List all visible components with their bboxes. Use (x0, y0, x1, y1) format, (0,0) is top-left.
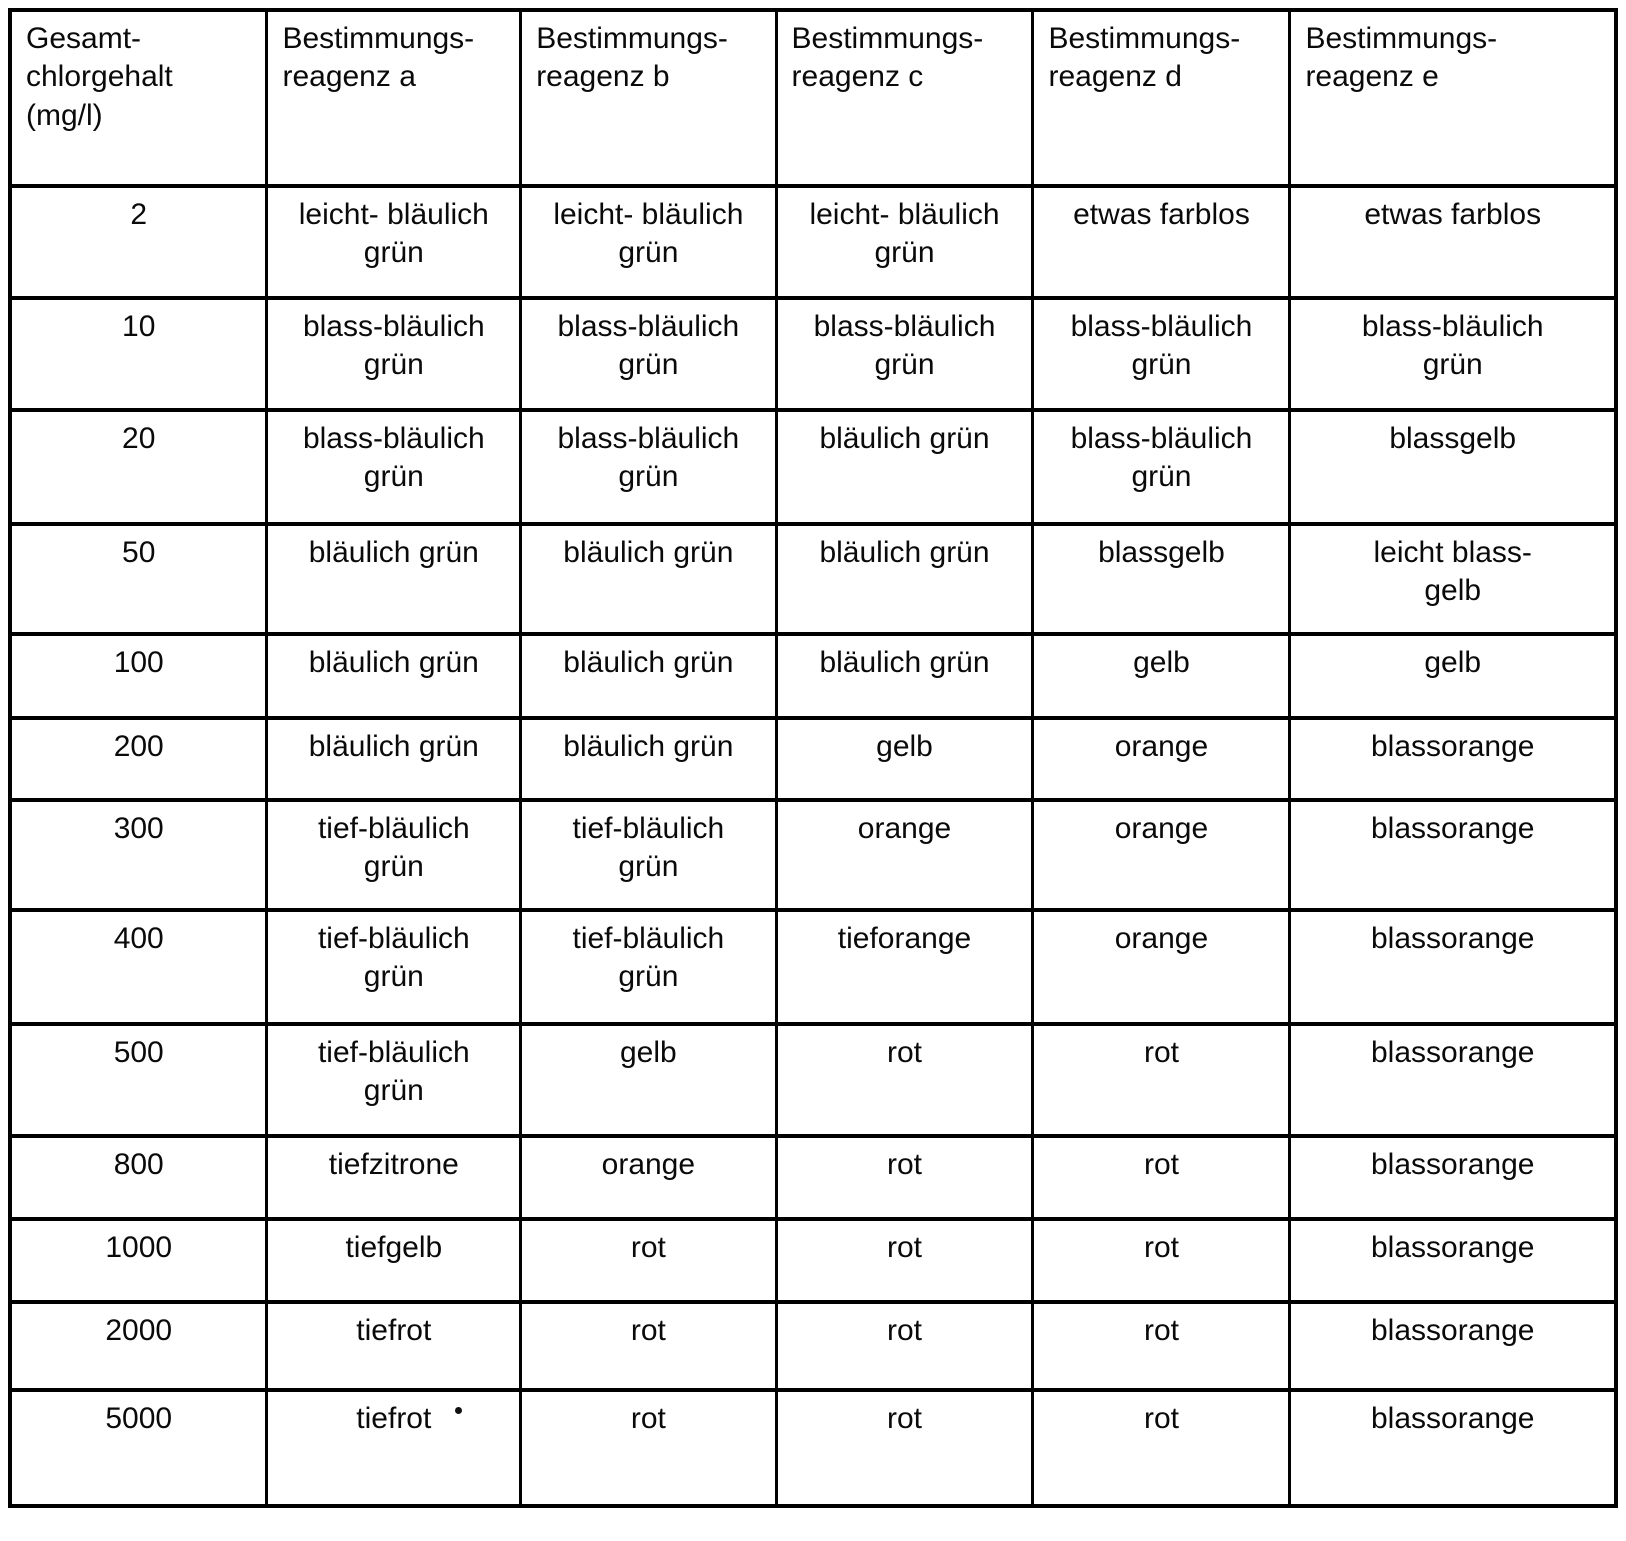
reaction-cell: tief-bläulich grün (267, 910, 521, 1024)
chlorine-value: 300 (10, 800, 267, 910)
table-row (10, 410, 1616, 524)
reaction-cell: bläulich grün (521, 718, 776, 800)
reaction-cell: blassorange (1290, 718, 1616, 800)
reaction-cell: blassgelb (1033, 524, 1290, 634)
column-header-reagenz-b: Bestimmungs- reagenz b (521, 10, 776, 186)
reaction-cell: blassorange (1290, 1136, 1616, 1219)
table-row (10, 910, 1616, 1024)
chlorine-value: 2000 (10, 1302, 267, 1390)
table-row (10, 1302, 1616, 1390)
table-row (10, 1024, 1616, 1136)
reaction-cell: gelb (521, 1024, 776, 1136)
reaction-cell: blass-bläulich grün (267, 298, 521, 410)
chlorine-value: 50 (10, 524, 267, 634)
reaction-cell: blass-bläulich grün (1033, 298, 1290, 410)
table-row (10, 1219, 1616, 1302)
reaction-cell: orange (776, 800, 1033, 910)
reaction-cell: rot (521, 1302, 776, 1390)
reaction-cell: tief-bläulich grün (267, 800, 521, 910)
chlorine-value: 400 (10, 910, 267, 1024)
reaction-cell: blassorange (1290, 1219, 1616, 1302)
reaction-cell: blass-bläulich grün (521, 410, 776, 524)
column-header-chlorgehalt: Gesamt- chlorgehalt (mg/l) (10, 10, 267, 186)
reaction-cell: gelb (1290, 634, 1616, 718)
reaction-cell: rot (776, 1390, 1033, 1506)
reaction-cell: bläulich grün (776, 634, 1033, 718)
reaction-cell: rot (776, 1302, 1033, 1390)
table-row (10, 524, 1616, 634)
reaction-cell: blass-bläulich grün (267, 410, 521, 524)
reaction-cell: rot (776, 1136, 1033, 1219)
reaction-cell: bläulich grün (521, 524, 776, 634)
reaction-cell: blass-bläulich grün (1033, 410, 1290, 524)
reaction-cell: leicht blass- gelb (1290, 524, 1616, 634)
chlorine-value: 2 (10, 186, 267, 298)
reaction-cell: bläulich grün (267, 634, 521, 718)
chlorine-value: 5000 (10, 1390, 267, 1506)
column-header-reagenz-d: Bestimmungs- reagenz d (1033, 10, 1290, 186)
table-row (10, 298, 1616, 410)
reaction-cell: gelb (1033, 634, 1290, 718)
reaction-cell: tiefgelb (267, 1219, 521, 1302)
reaction-cell: orange (1033, 718, 1290, 800)
table-row (10, 718, 1616, 800)
reaction-cell: blassorange (1290, 1390, 1616, 1506)
reaction-cell: rot (1033, 1136, 1290, 1219)
reaction-cell: rot (776, 1219, 1033, 1302)
reaction-cell: orange (521, 1136, 776, 1219)
chlorine-value: 200 (10, 718, 267, 800)
reaction-cell: blassgelb (1290, 410, 1616, 524)
header-row (10, 10, 1616, 186)
column-header-reagenz-a: Bestimmungs- reagenz a (267, 10, 521, 186)
reaction-cell: rot (1033, 1219, 1290, 1302)
reaction-cell: blassorange (1290, 910, 1616, 1024)
reaction-cell: blassorange (1290, 1302, 1616, 1390)
chlorine-value: 20 (10, 410, 267, 524)
table-row (10, 1390, 1616, 1506)
reaction-cell: rot (1033, 1390, 1290, 1506)
reaction-cell: leicht- bläulich grün (521, 186, 776, 298)
table-row (10, 800, 1616, 910)
reaction-cell: etwas farblos (1033, 186, 1290, 298)
table-row (10, 1136, 1616, 1219)
reaction-cell: orange (1033, 800, 1290, 910)
chlorine-value: 100 (10, 634, 267, 718)
color-reaction-table (8, 8, 1618, 1508)
reaction-cell: tieforange (776, 910, 1033, 1024)
reaction-cell: rot (1033, 1024, 1290, 1136)
reaction-cell: leicht- bläulich grün (267, 186, 521, 298)
reaction-cell: tiefzitrone (267, 1136, 521, 1219)
reaction-cell: tief-bläulich grün (267, 1024, 521, 1136)
reaction-cell: leicht- bläulich grün (776, 186, 1033, 298)
table-row (10, 186, 1616, 298)
reaction-cell: blassorange (1290, 800, 1616, 910)
reaction-cell: rot (1033, 1302, 1290, 1390)
chlorine-value: 1000 (10, 1219, 267, 1302)
reaction-cell: rot (776, 1024, 1033, 1136)
column-header-reagenz-c: Bestimmungs- reagenz c (776, 10, 1033, 186)
reaction-cell: bläulich grün (267, 524, 521, 634)
column-header-reagenz-e: Bestimmungs- reagenz e (1290, 10, 1616, 186)
reaction-cell: blass-bläulich grün (1290, 298, 1616, 410)
reaction-cell: bläulich grün (267, 718, 521, 800)
reaction-cell: tiefrot (267, 1302, 521, 1390)
reaction-cell: tiefrot (267, 1390, 521, 1506)
reaction-cell: blass-bläulich grün (776, 298, 1033, 410)
reaction-cell: rot (521, 1219, 776, 1302)
reaction-cell: tief-bläulich grün (521, 910, 776, 1024)
reaction-cell: bläulich grün (776, 410, 1033, 524)
chlorine-value: 500 (10, 1024, 267, 1136)
reaction-cell: tief-bläulich grün (521, 800, 776, 910)
table-row (10, 634, 1616, 718)
reaction-cell: rot (521, 1390, 776, 1506)
reaction-cell: gelb (776, 718, 1033, 800)
reaction-cell: blass-bläulich grün (521, 298, 776, 410)
scan-noise-dot (455, 1407, 462, 1414)
reaction-cell: etwas farblos (1290, 186, 1616, 298)
reaction-cell: orange (1033, 910, 1290, 1024)
chlorine-value: 800 (10, 1136, 267, 1219)
reaction-cell: bläulich grün (776, 524, 1033, 634)
reaction-cell: bläulich grün (521, 634, 776, 718)
chlorine-value: 10 (10, 298, 267, 410)
reaction-cell: blassorange (1290, 1024, 1616, 1136)
